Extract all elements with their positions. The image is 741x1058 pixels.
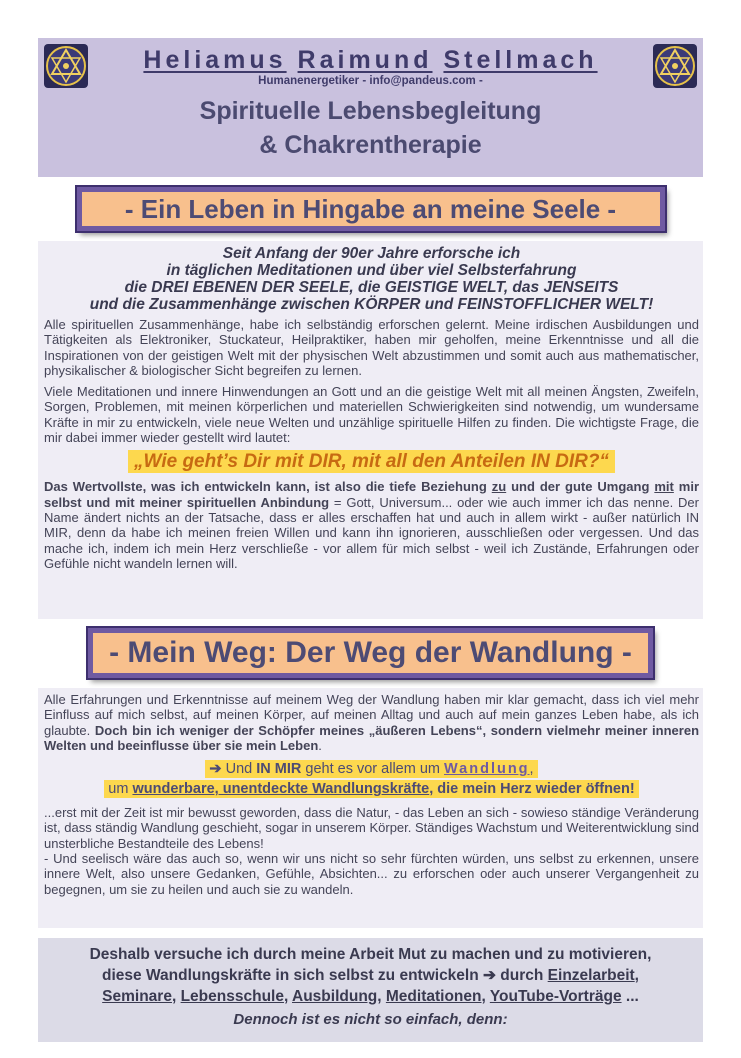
page bbox=[38, 38, 703, 1042]
paragraph: Das Wertvollste, was ich entwickeln kann, ist also die tiefe Beziehung zu und der gute Umgang mit mir selbst und mit meiner spirituellen Anbindung = Gott, Universum... oder wie auch immer ich das nenne. Der Name ändert nichts an der Tatsache, dass er alles erschaffen hat und auch in allem wirkt - außer natürlich IN MIR, denn da habe ich meinen freien Willen und kann ihn ignorieren, ausschließen oder vergessen. Und das mache ich, indem ich mein Herz verschließe - vor allem für mich selbst - weil ich Zustände, Erfahrungen oder Gefühle nicht wandeln lernen will. bbox=[44, 479, 700, 571]
paragraph: - Und seelisch wäre das auch so, wenn wir uns nicht so sehr fürchten würden, uns selbst zu erkennen, unsere innere Welt, also unsere Gedanken, Gefühle, Absichten... zu erforschen oder auch unserer Vergangenheit zu begegnen, um sie zu heilen und auch sie zu wandeln. bbox=[44, 851, 699, 897]
closing-line: Dennoch ist es nicht so einfach, denn: bbox=[233, 1011, 508, 1028]
page-title: Spirituelle Lebensbegleitung & Chakrentherapie bbox=[199, 97, 542, 159]
banner-wandlung: - Mein Weg: Der Weg der Wandlung - bbox=[88, 628, 653, 678]
paragraph: ...erst mit der Zeit ist mir bewusst geworden, dass die Natur, - das Leben an sich - sowieso ständige Veränderung ist, dass ständig Wandlung geschieht, sogar in unserem Körper. Ständiges Wachstum und Weiterentwicklung sind unsterbliche Bestandteile des Lebens! bbox=[44, 805, 699, 851]
link-youtube[interactable]: YouTube-Vorträge bbox=[489, 988, 622, 1005]
section-intro bbox=[38, 241, 703, 619]
merkaba-logo-icon bbox=[653, 44, 697, 88]
intro-statement: Seit Anfang der 90er Jahre erforsche ich in täglichen Meditationen und über viel Selbsterfahrung die DREI EBENEN DER SEELE, die GEISTIGE WELT, das JENSEITS und die Zusammenhänge zwischen KÖRPER und FEINSTOFFLICHER WELT! bbox=[89, 245, 654, 313]
link-einzelarbeit[interactable]: Einzelarbeit bbox=[547, 967, 635, 984]
paragraph: Alle Erfahrungen und Erkenntnisse auf meinem Weg der Wandlung haben mir klar gemacht, dass ich viel mehr Einfluss auf mich selbst, auf meinen Körper, auf meinen Alltag und auch auf mein ganzes Leben habe, als ich glaubte. Doch bin ich weniger der Schöpfer meines „äußeren Lebens“, sondern vielmehr meiner inneren Welten und beeinflusse über sie mein Leben. bbox=[44, 692, 700, 753]
header bbox=[38, 38, 703, 177]
link-ausbildung[interactable]: Ausbildung bbox=[292, 988, 378, 1005]
highlight-quote: „Wie geht’s Dir mit DIR, mit all den Anteilen IN DIR?“ bbox=[44, 451, 699, 473]
highlight-box: ➔ Und IN MIR geht es vor allem um Wandlung, um wunderbare, unentdeckte Wandlungskräfte, die mein Herz wieder öffnen! bbox=[44, 759, 699, 799]
banner-hingabe: - Ein Leben in Hingabe an meine Seele - bbox=[77, 187, 665, 231]
motivation-text: Deshalb versuche ich durch meine Arbeit Mut zu machen und zu motivieren, diese Wandlungskräfte in sich selbst zu entwickeln ➔ durch Einzelarbeit, Seminare, Lebensschule, Ausbildung, Meditationen, YouTube-Vorträge ... bbox=[89, 946, 652, 1005]
arrow-icon: ➔ bbox=[209, 761, 222, 778]
merkaba-logo-icon bbox=[44, 44, 88, 88]
section-wandlung bbox=[38, 688, 703, 928]
author-name: Heliamus Raimund Stellmach bbox=[143, 46, 598, 74]
section-motivation bbox=[38, 938, 703, 1042]
link-seminare[interactable]: Seminare bbox=[102, 988, 172, 1005]
wandlung-word: Wandlung bbox=[444, 761, 530, 778]
author-subtitle: Humanenergetiker - info@pandeus.com - bbox=[258, 75, 483, 87]
link-lebensschule[interactable]: Lebensschule bbox=[180, 988, 284, 1005]
paragraph: Viele Meditationen und innere Hinwendungen an Gott und an die geistige Welt mit all meinen Ängsten, Zweifeln, Sorgen, Problemen, mit meinen körperlichen und materiellen Schwierigkeiten sind notwendig, um wundersame Kräfte in mir zu entwickeln, viele neue Welten und unzählige spirituelle Hilfen zu finden. Die wichtigste Frage, die mir dabei immer wieder gestellt wird lautet: bbox=[44, 384, 699, 446]
paragraph: Alle spirituellen Zusammenhänge, habe ich selbständig erforschen gelernt. Meine irdischen Ausbildungen und Tätigkeiten als Elektroniker, Stuckateur, Heilpraktiker, haben mir geholfen, meine Erkenntnisse und all die Inspirationen von der geistigen Welt mit der physischen Welt abzustimmen und somit auch aus mathematischer, physikalischer & biologischer Sicht begreifen zu lernen. bbox=[44, 317, 699, 378]
link-meditationen[interactable]: Meditationen bbox=[385, 988, 482, 1005]
